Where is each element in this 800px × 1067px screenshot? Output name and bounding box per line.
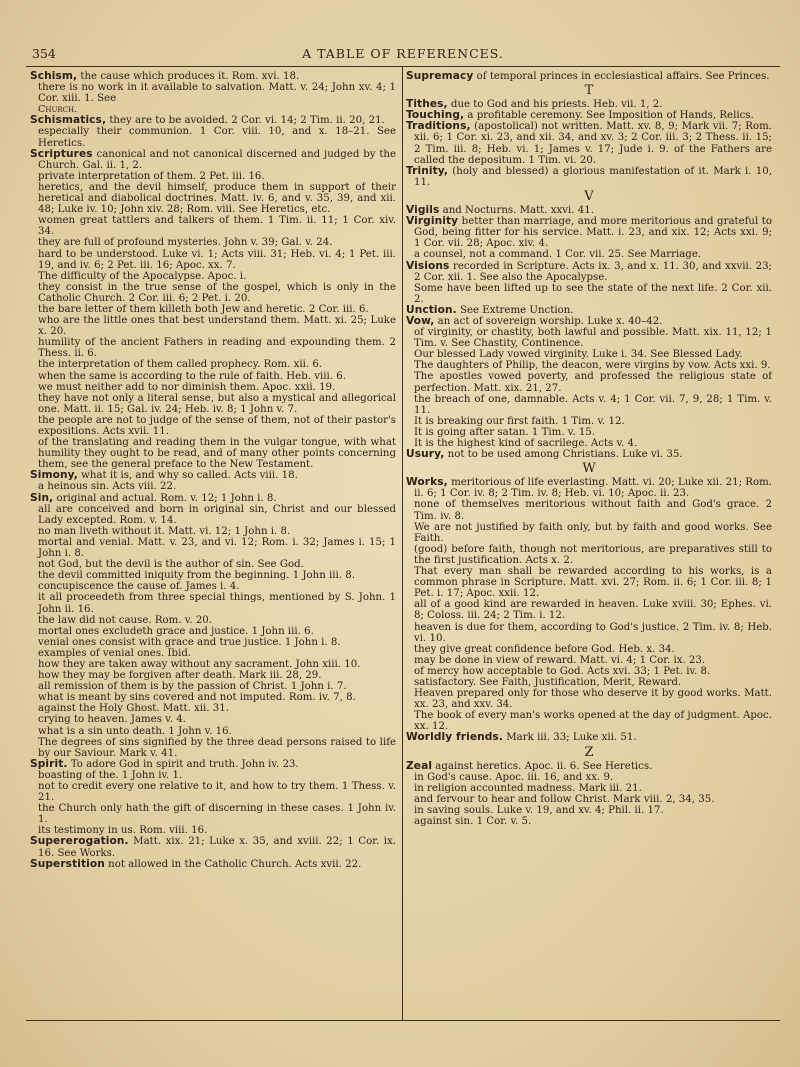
sub-entry: Heaven prepared only for those who deserve it by good works. Matt. xx. 23, and xxv. 34.	[414, 688, 772, 711]
entry-heading: Vow,	[406, 314, 435, 327]
sub-entry: what is meant by sins covered and not imputed. Rom. iv. 7, 8.	[38, 692, 356, 704]
sub-entry: the devil committed iniquity from the beginning. 1 John iii. 8.	[38, 570, 356, 582]
entry-heading: Virginity	[406, 215, 459, 228]
section-letter: Z	[584, 744, 594, 760]
sub-entry: examples of venial ones. Ibid.	[38, 647, 192, 659]
sub-entry: a heinous sin. Acts viii. 22.	[38, 481, 177, 493]
index-entry	[406, 121, 772, 165]
entry-heading: Usury,	[406, 448, 445, 461]
index-entry	[406, 449, 772, 460]
entry-text: they are to be avoided. 2 Cor. vi. 14; 2 Tim. ii. 20, 21.	[106, 115, 385, 127]
index-entry	[30, 759, 396, 770]
sub-entry: We are not justified by faith only, but by faith and good works. See Faith.	[414, 521, 772, 544]
sub-entry: Our blessed Lady vowed virginity. Luke i. 34. See Blessed Lady.	[414, 349, 743, 361]
sub-entry: mortal ones excludeth grace and justice. 1 John iii. 6.	[38, 625, 314, 637]
entry-text: an act of sovereign worship. Luke x. 40–42.	[434, 315, 663, 327]
left-column	[30, 71, 396, 1016]
sub-entry: (good) before faith, though not meritorious, are preparatives still to the first justification. Acts x. 2.	[414, 543, 772, 566]
index-entry	[30, 71, 396, 82]
sub-entry: boasting of the. 1 John iv. 1.	[38, 769, 183, 781]
entry-heading: Works,	[406, 476, 448, 489]
running-head: A TABLE OF REFERENCES.	[302, 46, 504, 61]
sub-entry: The apostles vowed poverty, and professed the religious state of perfection. Matt. xix. 21, 27.	[414, 371, 772, 394]
entry-heading: Zeal	[406, 759, 433, 772]
sub-entry: It is going after satan. 1 Tim. v. 15.	[414, 426, 596, 438]
sub-entry: how they may be forgiven after death. Mark iii. 28, 29.	[38, 670, 322, 682]
sub-entry: hard to be understood. Luke vi. 1; Acts viii. 31; Heb. vi. 4; 1 Pet. iii. 19, and iv. 6; 2 Pet. iii. 16; Apoc. xx. 7.	[38, 248, 396, 271]
index-entry	[406, 261, 772, 283]
entry-text: not to be used among Christians. Luke vi. 35.	[444, 449, 683, 461]
entry-heading: Worldly friends.	[406, 731, 503, 744]
sub-entry: they consist in the true sense of the gospel, which is only in the Catholic Church. 2 Cor. iii. 6; 2 Pet. i. 20.	[38, 281, 396, 304]
entry-heading: Spirit.	[30, 757, 68, 770]
entry-text: See Extreme Unction.	[456, 304, 574, 316]
index-entry	[30, 149, 396, 171]
entry-heading: Tithes,	[406, 98, 448, 111]
entry-heading: Vigils	[406, 204, 440, 217]
sub-entry: women great tattlers and talkers of them. 1 Tim. ii. 11; 1 Cor. xiv. 34.	[38, 215, 396, 238]
sub-entry: all remission of them is by the passion of Christ. 1 John i. 7.	[38, 681, 347, 693]
entry-heading: Supremacy	[406, 71, 474, 82]
index-entry	[406, 761, 772, 772]
sub-entry: not to credit every one relative to it, and how to try them. 1 Thess. v. 21.	[38, 781, 396, 804]
entry-heading: Superstition	[30, 857, 105, 870]
entry-heading: Touching,	[406, 109, 465, 122]
sub-entry: of virginity, or chastity, both lawful and possible. Matt. xix. 11, 12; 1 Tim. v. See Chastity, Continence.	[414, 327, 772, 350]
sub-entry: venial ones consist with grace and true justice. 1 John i. 8.	[38, 636, 341, 648]
sub-entry: especially their communion. 1 Cor. viii. 10, and x. 18–21. See Heretics.	[38, 126, 396, 149]
index-entry	[406, 316, 772, 327]
sub-entry: in religion accounted madness. Mark iii. 21.	[414, 782, 642, 794]
sub-entry: private interpretation of them. 2 Pet. iii. 16.	[38, 170, 265, 182]
sub-entry: That every man shall be rewarded according to his works, is a common phrase in Scripture. Matt. xvi. 27; Rom. ii. 6; 1 Cor. iii. 8; 1 Pet. i. 17; Apoc. xxii. 12.	[414, 566, 772, 600]
sub-entry: and fervour to hear and follow Christ. Mark viii. 2, 34, 35.	[414, 793, 715, 805]
entry-text: meritorious of life everlasting. Matt. vi. 20; Luke xii. 21; Rom. ii. 6; 1 Cor. iv. 8; 2 Tim. iv. 8; Heb. vi. 10; Apoc. ii. 23.	[414, 477, 772, 500]
sub-entry: the breach of one, damnable. Acts v. 4; 1 Cor. vii. 7, 9, 28; 1 Tim. v. 11.	[414, 393, 772, 416]
section-letter: W	[582, 461, 596, 477]
sub-entry: in saving souls. Luke v. 19, and xv. 4; Phil. ii. 17.	[414, 805, 664, 816]
sub-entry: of the translating and reading them in the vulgar tongue, with what humility they ought to be read, and of many other points concerning them, see the general preface to the New Testament.	[38, 437, 396, 471]
entry-text: of temporal princes in ecclesiastical affairs. See Princes.	[473, 71, 770, 82]
sub-entry: of mercy how acceptable to God. Acts xvi. 33; 1 Pet. iv. 8.	[414, 665, 711, 677]
entry-heading: Scriptures	[30, 147, 93, 160]
sub-entry: in God's cause. Apoc. iii. 16, and xx. 9.	[414, 771, 614, 783]
entry-heading: Simony,	[30, 469, 78, 482]
sub-entry: all of a good kind are rewarded in heaven. Luke xviii. 30; Ephes. vi. 8; Coloss. iii. 24; 2 Tim. i. 12.	[414, 599, 772, 622]
entry-text: the cause which produces it. Rom. xvi. 18.	[77, 71, 300, 82]
sub-entry: The book of every man's works opened at the day of judgment. Apoc. xx. 12.	[414, 710, 772, 733]
sub-entry: humility of the ancient Fathers in reading and expounding them. 2 Thess. ii. 6.	[38, 337, 396, 360]
entry-heading: Visions	[406, 259, 450, 272]
index-entry	[406, 732, 772, 743]
right-column	[406, 71, 772, 1016]
sub-entry: it all proceedeth from three special things, mentioned by S. John. 1 John ii. 16.	[38, 592, 396, 615]
sub-entry: concupiscence the cause of. James i. 4.	[38, 581, 240, 593]
entry-heading: Unction.	[406, 303, 457, 316]
sub-entry: no man liveth without it. Matt. vi. 12; 1 John i. 8.	[38, 525, 291, 537]
section-letter: V	[584, 188, 594, 204]
sub-entry: Some have been lifted up to see the state of the next life. 2 Cor. xii. 2.	[414, 282, 772, 305]
entry-heading: Schism,	[30, 71, 78, 82]
sub-entry: the people are not to judge of the sense of them, not of their pastor's expositions. Acts xvii. 11.	[38, 414, 396, 437]
entry-text: against heretics. Apoc. ii. 6. See Heretics.	[432, 760, 653, 772]
entry-heading: Sin,	[30, 491, 54, 504]
sub-entry: the interpretation of them called prophecy. Rom. xii. 6.	[38, 359, 323, 371]
entry-text: Matt. xix. 21; Luke x. 35, and xviii. 22; 1 Cor. ix. 16. See Works.	[38, 836, 396, 859]
sub-entry: satisfactory. See Faith, Justification, Merit, Reward.	[414, 676, 682, 688]
index-entry	[30, 470, 396, 481]
sub-entry: they have not only a literal sense, but also a mystical and allegorical one. Matt. ii. 15; Gal. iv. 24; Heb. iv. 8; 1 John v. 7.	[38, 392, 396, 415]
entry-text: better than marriage, and more meritorious and grateful to God, being fitter for his service. Matt. i. 23, and xix. 12; Acts xxi. 9; 1 Cor. vii. 28; Apoc. xiv. 4.	[414, 216, 772, 250]
page-number: 354	[32, 46, 56, 61]
sub-entry: crying to heaven. James v. 4.	[38, 714, 186, 726]
sub-entry: they give great confidence before God. Heb. x. 34.	[414, 643, 675, 655]
sub-entry: what is a sin unto death. 1 John v. 16.	[38, 725, 232, 737]
sub-entry: The daughters of Philip, the deacon, were virgins by vow. Acts xxi. 9.	[414, 360, 771, 372]
index-entry	[406, 71, 772, 82]
entry-text: (apostolical) not written. Matt. xv. 8, 9; Mark vii. 7; Rom. xii. 6; 1 Cor. xi. 23, and xii. 34, and xv. 3; 2 Cor. iii. 3; 2 Thess. ii. 15; 2 Tim. iii. 8; Heb. vi. 1; James v. 17; Jude i. 9. of the Fathers are called the depositum. 1 Tim. vi. 20.	[414, 121, 772, 166]
sub-entry: mortal and venial. Matt. v. 23, and vi. 12; Rom. i. 32; James i. 15; 1 John i. 8.	[38, 536, 396, 560]
sub-entry: who are the little ones that best understand them. Matt. xi. 25; Luke x. 20.	[38, 315, 396, 338]
sub-entry: heretics, and the devil himself, produce them in support of their heretical and diabolical doctrines. Matt. iv. 6, and v. 35, 39, and xii. 48; Luke iv. 10; John xiv. 28; Rom. viii. See Heretics, etc.	[38, 181, 396, 216]
entry-heading: Supererogation.	[30, 835, 129, 848]
entry-text: original and actual. Rom. v. 12; 1 John i. 8.	[53, 492, 277, 504]
sub-entry: there is no work in it available to salvation. Matt. v. 24; John xv. 4; 1 Cor. xiii. 1. See	[38, 82, 396, 105]
sub-entry: the Church only hath the gift of discerning in these cases. 1 John iv. 1.	[38, 803, 396, 826]
entry-text: not allowed in the Catholic Church. Acts xvii. 22.	[104, 858, 362, 870]
index-entry	[30, 859, 396, 870]
sub-entry: may be done in view of reward. Matt. vi. 4; 1 Cor. ix. 23.	[414, 654, 706, 666]
page-header	[26, 46, 780, 66]
sub-entry: when the same is according to the rule of faith. Heb. viii. 6.	[38, 370, 346, 382]
small-caps-reference: Church.	[38, 104, 78, 116]
sub-entry: against sin. 1 Cor. v. 5.	[414, 816, 532, 828]
index-entry	[406, 477, 772, 499]
entry-heading: Schismatics,	[30, 114, 107, 127]
sub-entry: the bare letter of them killeth both Jew and heretic. 2 Cor. iii. 6.	[38, 303, 369, 315]
sub-entry: It is breaking our first faith. 1 Tim. v. 12.	[414, 415, 625, 427]
entry-text: due to God and his priests. Heb. vii. 1, 2.	[447, 99, 663, 111]
index-entry	[406, 205, 772, 216]
index-entry	[406, 216, 772, 249]
sub-entry: not God, but the devil is the author of sin. See God.	[38, 559, 304, 571]
index-entry	[406, 166, 772, 188]
entry-text: (holy and blessed) a glorious manifestation of it. Mark i. 10, 11.	[414, 165, 772, 188]
sub-entry: The degrees of sins signified by the three dead persons raised to life by our Saviour. Mark v. 41.	[38, 736, 396, 759]
entry-text: what it is, and why so called. Acts viii. 18.	[77, 470, 298, 482]
sub-entry: The difficulty of the Apocalypse. Apoc. i.	[38, 270, 247, 282]
index-entry	[30, 836, 396, 858]
column-divider	[402, 66, 403, 1020]
sub-entry: we must neither add to nor diminish them. Apoc. xxii. 19.	[38, 381, 336, 393]
sub-entry: they are full of profound mysteries. John v. 39; Gal. v. 24.	[38, 237, 333, 249]
sub-entry: heaven is due for them, according to God's justice. 2 Tim. iv. 8; Heb. vi. 10.	[414, 621, 772, 644]
section-letter: T	[584, 83, 594, 99]
footer-rule	[26, 1020, 780, 1021]
header-rule	[26, 66, 780, 67]
entry-text: To adore God in spirit and truth. John iv. 23.	[67, 758, 299, 770]
entry-text: Mark iii. 33; Luke xii. 51.	[502, 732, 637, 744]
sub-entry: It is the highest kind of sacrilege. Acts v. 4.	[414, 438, 638, 449]
entry-heading: Traditions,	[406, 120, 471, 133]
entry-text: canonical and not canonical discerned and judged by the Church. Gal. ii. 1, 2.	[38, 148, 396, 171]
entry-text: a profitable ceremony. See Imposition of Hands, Relics.	[464, 110, 754, 122]
sub-entry: a counsel, not a command. 1 Cor. vii. 25. See Marriage.	[414, 249, 702, 261]
sub-entry: its testimony in us. Rom. viii. 16.	[38, 825, 208, 837]
entry-heading: Trinity,	[406, 164, 449, 177]
sub-entry: the law did not cause. Rom. v. 20.	[38, 614, 213, 626]
sub-entry: all are conceived and born in original sin, Christ and our blessed Lady excepted. Rom. v. 14.	[38, 503, 396, 526]
entry-text: and Nocturns. Matt. xxvi. 41.	[439, 205, 594, 217]
index-entry	[30, 493, 396, 504]
entry-text: recorded in Scripture. Acts ix. 3, and x. 11. 30, and xxvii. 23; 2 Cor. xii. 1. See also the Apocalypse.	[414, 260, 772, 283]
sub-entry: how they are taken away without any sacrament. John xiii. 10.	[38, 658, 361, 670]
sub-entry: none of themselves meritorious without faith and God's grace. 2 Tim. iv. 8.	[414, 499, 772, 522]
index-entry	[406, 305, 772, 316]
index-entry	[30, 115, 396, 126]
sub-entry: against the Holy Ghost. Matt. xii. 31.	[38, 703, 229, 715]
